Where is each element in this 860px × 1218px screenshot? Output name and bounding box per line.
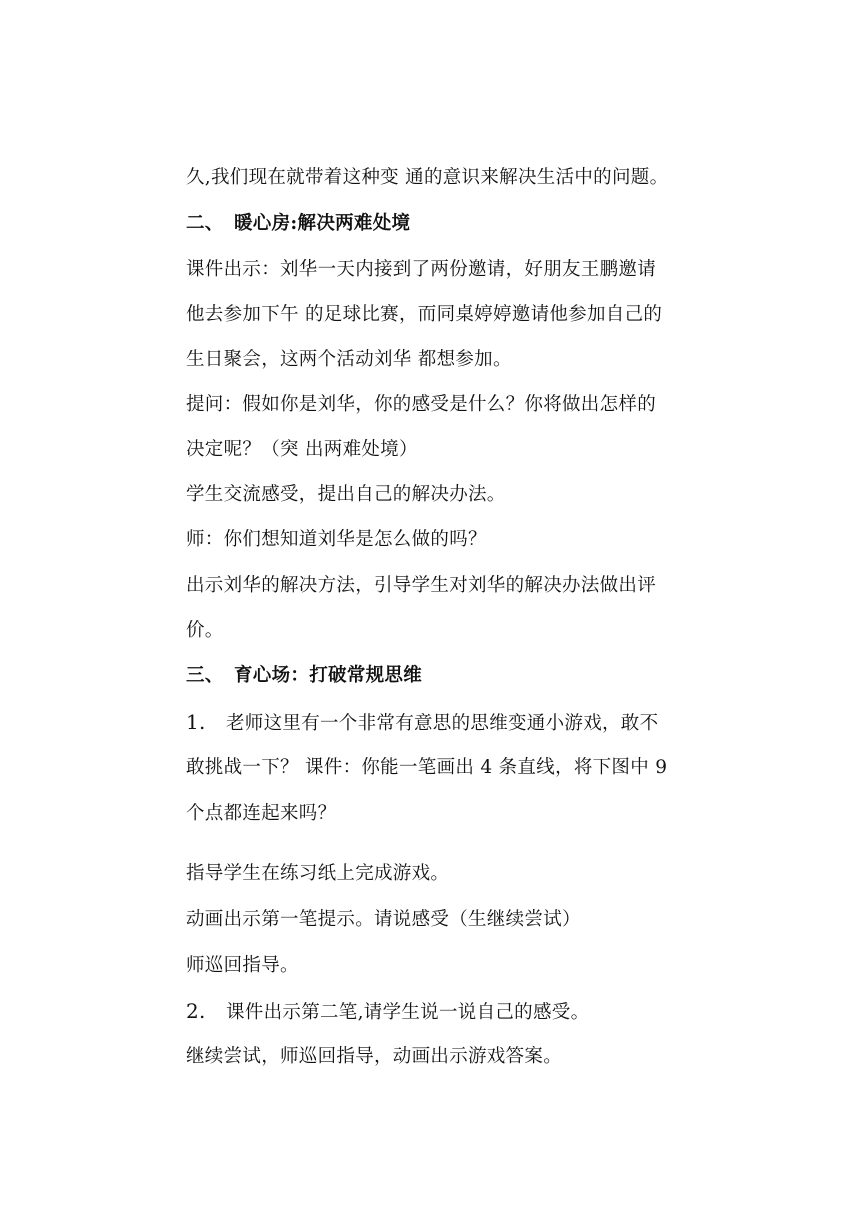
section-number: 三、 xyxy=(186,665,224,686)
text: 提问：假如你是刘华，你的感受是什么？你将做出怎样的 xyxy=(186,394,657,415)
text: 价。 xyxy=(186,620,224,641)
text: 动画出示第一笔提示。请说感受（生继续尝试） xyxy=(186,909,581,930)
paragraph-line xyxy=(186,258,686,282)
text: 个点都连起来吗？ xyxy=(186,803,337,824)
section-title: 育心场：打破常规思维 xyxy=(234,665,423,686)
text: 生日聚会，这两个活动刘华 都想参加。 xyxy=(186,349,512,370)
numbered-item-1 xyxy=(186,710,686,736)
paragraph-line xyxy=(186,954,686,978)
section-heading-3 xyxy=(186,664,686,688)
text: 学生交流感受，提出自己的解决办法。 xyxy=(186,484,506,505)
section-title: 暖心房:解决两难处境 xyxy=(234,213,411,234)
paragraph-line xyxy=(186,303,686,327)
paragraph-line xyxy=(186,802,686,826)
paragraph-line xyxy=(186,574,686,598)
paragraph-line xyxy=(186,619,686,643)
paragraph-line xyxy=(186,393,686,417)
paragraph-line xyxy=(186,756,686,780)
text: 师巡回指导。 xyxy=(186,955,299,976)
text: 指导学生在练习纸上完成游戏。 xyxy=(186,863,450,884)
paragraph-line xyxy=(186,166,686,190)
text: 决定呢？（突 出两难处境） xyxy=(186,439,418,460)
text: 师：你们想知道刘华是怎么做的吗？ xyxy=(186,529,487,550)
paragraph-line xyxy=(186,1045,686,1069)
text: 他去参加下午 的足球比赛，而同桌婷婷邀请他参加自己的 xyxy=(186,304,663,325)
paragraph-line xyxy=(186,438,686,462)
paragraph-line xyxy=(186,528,686,552)
paragraph-line xyxy=(186,348,686,372)
section-number: 二、 xyxy=(186,213,224,234)
text: 敢挑战一下？ 课件：你能一笔画出 4 条直线，将下图中 9 xyxy=(186,757,668,778)
text: 课件出示第二笔,请学生说一说自己的感受。 xyxy=(226,1002,590,1023)
text: 出示刘华的解决方法，引导学生对刘华的解决办法做出评 xyxy=(186,575,657,596)
text: 继续尝试，师巡回指导，动画出示游戏答案。 xyxy=(186,1046,563,1067)
item-number: 2. xyxy=(186,999,206,1023)
text: 老师这里有一个非常有意思的思维变通小游戏，敢不 xyxy=(226,713,659,734)
text: 课件出示：刘华一天内接到了两份邀请，好朋友王鹏邀请 xyxy=(186,259,657,280)
paragraph-line xyxy=(186,908,686,932)
paragraph-line xyxy=(186,862,686,886)
item-number: 1. xyxy=(186,710,206,734)
paragraph-line xyxy=(186,483,686,507)
text: 久,我们现在就带着这种变 通的意识来解决生活中的问题。 xyxy=(186,167,669,188)
numbered-item-2 xyxy=(186,999,686,1025)
section-heading-2 xyxy=(186,212,686,236)
